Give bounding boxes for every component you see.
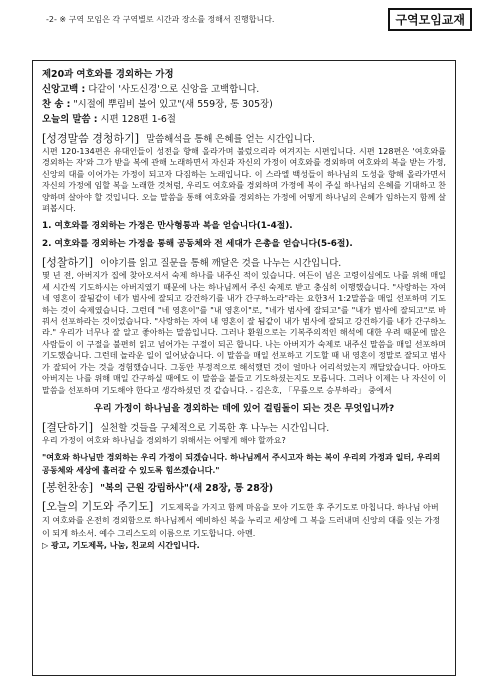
decide-section-tag: [결단하기] xyxy=(42,420,94,434)
share-section-tag: [성찰하기] xyxy=(42,256,94,270)
hymn-text: "시절에 뿌림비 불어 있고"(새 559장, 통 305장) xyxy=(73,99,273,110)
scripture-label: 오늘의 말씀 : xyxy=(42,114,98,125)
prayer-section-heading xyxy=(42,500,446,540)
family-declaration: "여호와 하나님만 경외하는 우리 가정이 되겠습니다. 하나님께서 주시고자 하는 복이 우리의 가정과 일터, 우리의 공동체와 세상에 흘러갈 수 있도록 힘쓰겠습니다." xyxy=(42,452,441,475)
share-section-subtitle: 이야기를 읽고 질문을 통해 깨달은 것을 나누는 시간입니다. xyxy=(100,258,342,270)
story-text: 몇 년 전, 아버지가 집에 찾아오셔서 숙제 하나를 내주신 적이 있습니다. 여든이 넘은 고령이심에도 나를 위해 매일 세 시간씩 기도하시는 아버지였기 때문에 나는 하나님께서 주신 숙제로 받고 충심히 이행했습니다. "사랑하는 자여 네 영혼이 잘됨같이 네가 범사에 잘되고 강건하기를 내가 간구하노라"라는 요한3서 1:2말씀을 매일 선포하며 기도하는 것이 숙제였습니다. 그런데 "네 영혼이"를 "내 영혼이"로, "네가 범사에 잘되고"를 "내가 범사에 잘되고"로 바꿔서 선포하라는 것이었습니다. "사랑하는 자여 내 영혼이 잘 됨같이 내가 범사에 잘되고 강건하기를 내가 간구하노라." 우리가 너무나 잘 알고 좋아하는 말씀입니다. 그러나 환원으로는 기복주의적인 해석에 대한 우려 때문에 많은 사람들이 이 구절을 불편히 읽고 넘어가는 구절이 되곤 합니다. 나는 아버지가 숙제로 내주신 말씀을 매일 선포하며 기도했습니다. 그런데 놀라운 일이 일어났습니다. 이 말씀을 매일 선포하고 기도할 때 내 영혼이 정말로 잘되고 범사가 잘되어 가는 것을 경험했습니다. 그동안 부정적으로 해석했던 것이 얼마나 어리석었는지 깨달았습니다. 아마도 아버지는 나를 위해 매일 간구하실 때에도 이 말씀을 붙들고 기도하셨는지도 모릅니다. 그러나 이제는 나 자신이 이 말씀을 선포하며 기도해야 한다고 생각하셨던 것 같습니다. xyxy=(42,270,446,395)
story-source: - 김은호, 「무릎으로 승부하라」 중에서 xyxy=(250,384,392,395)
closing-notice: ▷ 광고, 기도제목, 나눔, 친교의 시간입니다. xyxy=(42,539,200,550)
bible-section-subtitle: 말씀해석을 통해 은혜를 얻는 시간입니다. xyxy=(146,134,315,145)
lesson-sheet xyxy=(32,60,456,676)
decide-section-heading xyxy=(42,421,446,435)
confession-line xyxy=(42,82,446,97)
discussion-question: 우리 가정이 하나님을 경외하는 데에 있어 걸림돌이 되는 것은 무엇입니까? xyxy=(93,402,395,414)
hymn-label: 찬 송 : xyxy=(42,99,71,110)
section-badge: 구역모임교재 xyxy=(388,8,472,31)
decide-section-subtitle: 실천할 것들을 구체적으로 기록한 후 나누는 시간입니다. xyxy=(100,422,330,434)
prayer-section-tag: [오늘의 기도와 주기도] xyxy=(42,499,154,513)
scripture-text: 시편 128편 1-6절 xyxy=(100,114,176,125)
scripture-line xyxy=(42,112,446,127)
bible-section-body: 시편 120-134편은 유대인들이 성전을 향해 올라가며 불렀으리라 여겨지는 시편입니다. 시편 128편은 '여호와를 경외하는 자'와 그가 받을 복에 관해 노래하면서 자신과 자신의 가정이 여호와를 경외하며 여호와의 복을 받는 가정, 신앙의 대를 이어가는 가정이 되고자 다짐하는 노래입니다. 이 스라엘 백성들이 하나님의 도성을 향해 올라가면서 자신의 가정에 임할 복을 노래한 것처럼, 우리도 여호와를 경외하며 가정에 복이 주실 하나님의 은혜를 기대하고 찬양하며 살아야 할 것입니다. 오늘 말씀을 통해 여호와를 경외하는 가정에 어떻게 하나님의 은혜가 임하는지 함께 살펴봅시다. xyxy=(42,146,446,214)
prayer-section-body: 기도제목을 가지고 함께 마음을 모아 기도한 후 주기도로 마칩니다. 하나님 아버지 여호와를 온전히 경외함으로 하나님께서 예비하신 복을 누리고 세상에 그 복을 드러내며 신앙의 대를 잇는 가정이 되게 하소서. 예수 그리스도의 이름으로 기도합니다. 아멘. xyxy=(42,501,441,538)
confession-label: 신앙고백 : xyxy=(42,84,86,95)
bible-section-tag: [성경말씀 경청하기] xyxy=(42,132,140,145)
hymn-line xyxy=(42,97,446,112)
share-section-body xyxy=(42,270,446,395)
offering-hymn-text: "복의 근원 강림하사"(새 28장, 통 28장) xyxy=(100,482,274,494)
lesson-title: 제20과 여호와를 경외하는 가정 xyxy=(42,69,174,80)
share-section-heading xyxy=(42,256,446,270)
confession-text: 다같이 '사도신경'으로 신앙을 고백합니다. xyxy=(88,84,260,95)
point-two: 2. 여호와를 경외하는 가정을 통해 공동체와 전 세대가 은총을 얻습니다(5-6절). xyxy=(42,239,353,250)
bible-section-heading xyxy=(42,132,446,146)
decide-section-body: 우리 가정이 여호와 하나님을 경외하기 위해서는 어떻게 해야 할까요? xyxy=(42,434,286,445)
page-note: -2- ※ 구역 모임은 각 구역별로 시간과 장소를 정해서 진행합니다. xyxy=(46,15,275,24)
offering-hymn-tag: [봉헌찬송] xyxy=(42,480,94,494)
point-one: 1. 여호와를 경외하는 가정은 만사형통과 복을 얻습니다(1-4절). xyxy=(42,221,293,232)
lesson-intro xyxy=(42,67,446,127)
offering-hymn-line xyxy=(42,481,446,495)
